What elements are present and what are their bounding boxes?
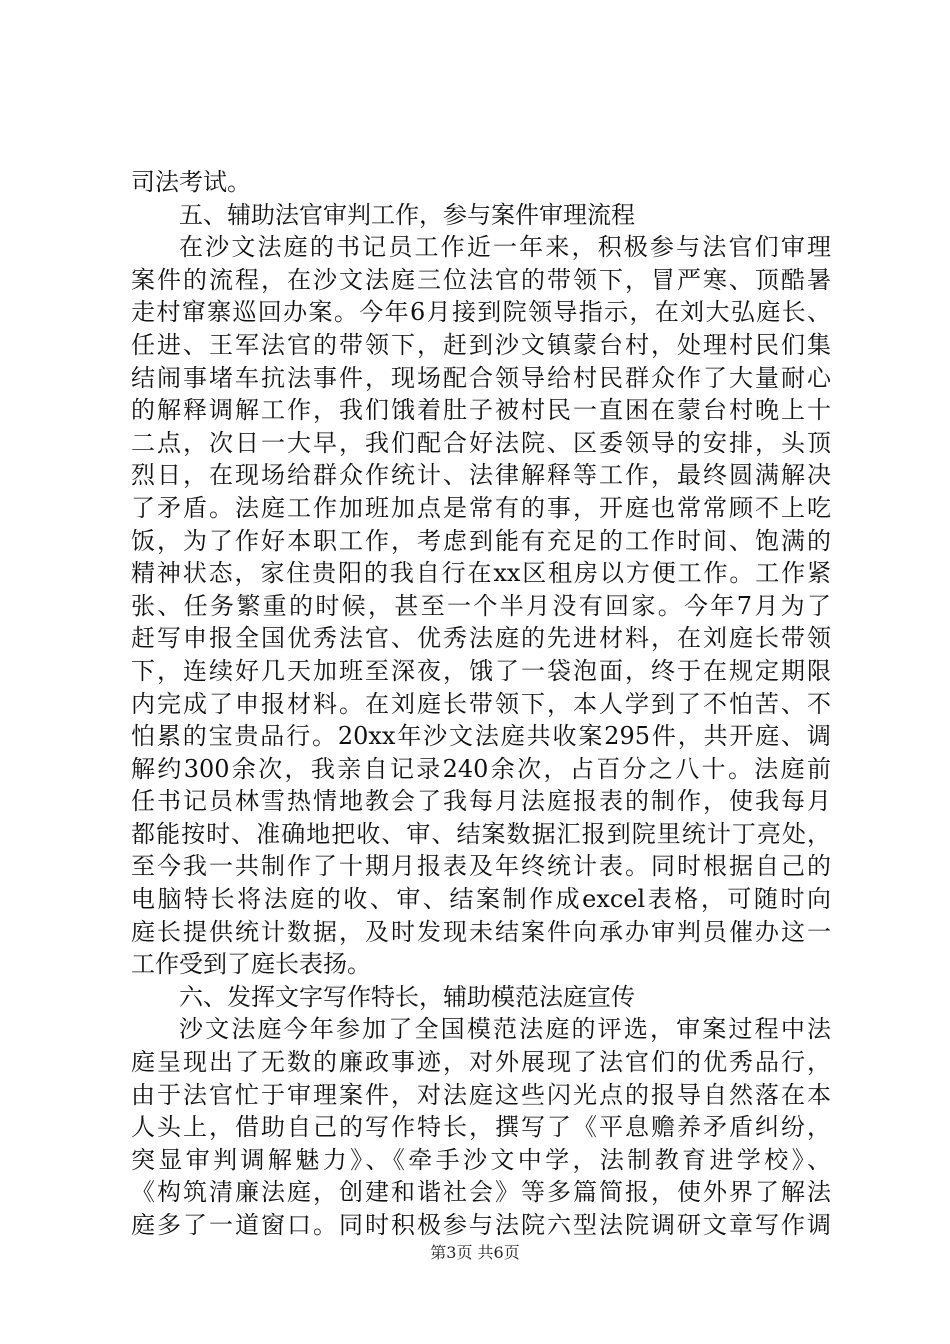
paragraph-line: 《构筑清廉法庭，创建和谐社会》等多篇简报，使外界了解法: [131, 1178, 831, 1207]
paragraph-line: 庭多了一道窗口。同时积极参与法院六型法院调研文章写作调: [131, 1211, 831, 1239]
paragraph-line: 庭长提供统计数据，及时发现未结案件向承办审判员催办这一: [131, 917, 831, 946]
paragraph-line: 怕累的宝贵品行。20xx年沙文法庭共收案295件，共开庭、调: [131, 722, 831, 751]
paragraph-line: 了矛盾。法庭工作加班加点是常有的事，开庭也常常顾不上吃: [131, 493, 831, 522]
paragraph-line: 庭呈现出了无数的廉政事迹，对外展现了法官们的优秀品行，: [131, 1048, 831, 1077]
paragraph-line: 内完成了申报材料。在刘庭长带领下，本人学到了不怕苦、不: [131, 689, 831, 718]
paragraph-line: 张、任务繁重的时候，甚至一个半月没有回家。今年7月为了: [131, 591, 831, 620]
paragraph-line: 司法考试。: [131, 168, 251, 196]
paragraph-line: 走村窜寨巡回办案。今年6月接到院领导指示，在刘大弘庭长、: [131, 298, 831, 327]
paragraph-line: 沙文法庭今年参加了全国模范法庭的评选，审案过程中法: [179, 1015, 831, 1044]
paragraph-line: 下，连续好几天加班至深夜，饿了一袋泡面，终于在规定期限: [131, 656, 831, 685]
paragraph-line: 解约300余次，我亲自记录240余次，占百分之八十。法庭前: [131, 754, 831, 783]
paragraph-line: 精神状态，家住贵阳的我自行在xx区租房以方便工作。工作紧: [131, 559, 831, 588]
page-number-footer: 第3页 共6页: [430, 1243, 520, 1262]
paragraph-line: 突显审判调解魅力》、《牵手沙文中学，法制教育进学校》、: [131, 1145, 831, 1174]
paragraph-line: 赶写申报全国优秀法官、优秀法庭的先进材料，在刘庭长带领: [131, 624, 831, 653]
paragraph-line: 任书记员林雪热情地教会了我每月法庭报表的制作，使我每月: [131, 787, 831, 816]
paragraph-line: 案件的流程，在沙文法庭三位法官的带领下，冒严寒、顶酷暑: [131, 265, 831, 294]
paragraph-line: 的解释调解工作，我们饿着肚子被村民一直困在蒙台村晚上十: [131, 396, 831, 425]
section-heading: 六、发挥文字写作特长，辅助模范法庭宣传: [179, 982, 635, 1011]
document-body: [131, 166, 831, 1242]
paragraph-line: 工作受到了庭长表扬。: [131, 950, 371, 979]
paragraph-line: 饭，为了作好本职工作，考虑到能有充足的工作时间、饱满的: [131, 526, 831, 555]
paragraph-line: 人头上，借助自己的写作特长，撰写了《平息赡养矛盾纠纷，: [131, 1113, 831, 1142]
paragraph-line: 电脑特长将法庭的收、审、结案制作成excel表格，可随时向: [131, 885, 831, 914]
paragraph-line: 都能按时、准确地把收、审、结案数据汇报到院里统计丁亮处，: [131, 819, 831, 848]
paragraph-line: 在沙文法庭的书记员工作近一年来，积极参与法官们审理: [179, 233, 831, 262]
paragraph-line: 任进、王军法官的带领下，赶到沙文镇蒙台村，处理村民们集: [131, 330, 831, 359]
section-heading: 五、辅助法官审判工作，参与案件审理流程: [179, 200, 635, 229]
paragraph-line: 由于法官忙于审理案件，对法庭这些闪光点的报导自然落在本: [131, 1080, 831, 1109]
paragraph-line: 二点，次日一大早，我们配合好法院、区委领导的安排，头顶: [131, 428, 831, 457]
paragraph-line: 结闹事堵车抗法事件，现场配合领导给村民群众作了大量耐心: [131, 363, 831, 392]
paragraph-line: 烈日，在现场给群众作统计、法律解释等工作，最终圆满解决: [131, 461, 831, 490]
paragraph-line: 至今我一共制作了十期月报表及年终统计表。同时根据自己的: [131, 852, 831, 881]
